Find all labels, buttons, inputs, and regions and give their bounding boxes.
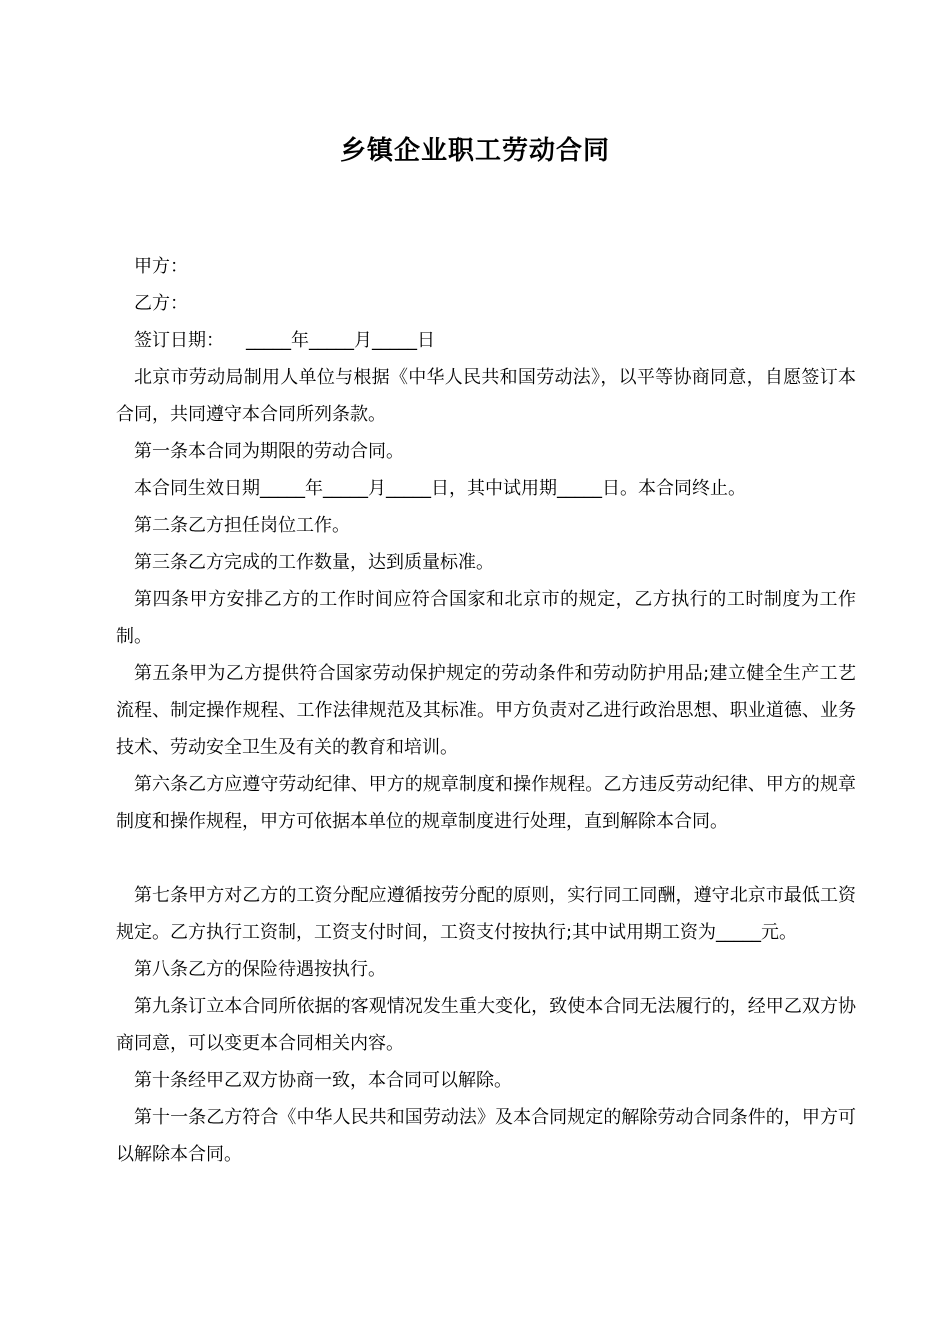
preamble-paragraph: 北京市劳动局制用人单位与根据《中华人民共和国劳动法》，以平等协商同意，自愿签订本合同，共同遵守本合同所列条款。	[116, 367, 856, 425]
article-5: 第五条甲为乙方提供符合国家劳动保护规定的劳动条件和劳动防护用品;建立健全生产工艺流程、制定操作规程、工作法律规范及其标准。甲方负责对乙进行政治思想、职业道德、业务技术、劳动安全卫生及有关的教育和培训。	[116, 663, 856, 758]
sign-date-label: 签订日期：	[134, 330, 224, 351]
article-9: 第九条订立本合同所依据的客观情况发生重大变化，致使本合同无法履行的，经甲乙双方协商同意，可以变更本合同相关内容。	[116, 996, 856, 1054]
contract-body	[116, 248, 856, 1173]
article-8: 第八条乙方的保险待遇按执行。	[134, 959, 386, 980]
sign-date-line	[116, 322, 856, 359]
article-2: 第二条乙方担任岗位工作。	[134, 515, 350, 536]
article-6: 第六条乙方应遵守劳动纪律、甲方的规章制度和操作规程。乙方违反劳动纪律、甲方的规章制度和操作规程，甲方可依据本单位的规章制度进行处理，直到解除本合同。	[116, 774, 856, 832]
article-1: 第一条本合同为期限的劳动合同。	[134, 441, 404, 462]
article-7: 第七条甲方对乙方的工资分配应遵循按劳分配的原则，实行同工同酬，遵守北京市最低工资规定。乙方执行工资制，工资支付时间，工资支付按执行;其中试用期工资为_____元。	[116, 885, 856, 943]
article-11: 第十一条乙方符合《中华人民共和国劳动法》及本合同规定的解除劳动合同条件的，甲方可以解除本合同。	[116, 1107, 856, 1165]
party-a-line: 甲方：	[134, 256, 188, 277]
party-b-line: 乙方：	[134, 293, 188, 314]
article-10: 第十条经甲乙双方协商一致，本合同可以解除。	[134, 1070, 512, 1091]
document-title: 乡镇企业职工劳动合同	[339, 136, 610, 166]
effective-date-paragraph: 本合同生效日期_____年_____月_____日，其中试用期_____日。本合同终止。	[134, 478, 746, 499]
paragraph-gap	[116, 840, 856, 877]
sign-date-value: _____年_____月_____日	[246, 330, 435, 351]
article-3: 第三条乙方完成的工作数量，达到质量标准。	[134, 552, 494, 573]
article-4: 第四条甲方安排乙方的工作时间应符合国家和北京市的规定，乙方执行的工时制度为工作制。	[116, 589, 856, 647]
